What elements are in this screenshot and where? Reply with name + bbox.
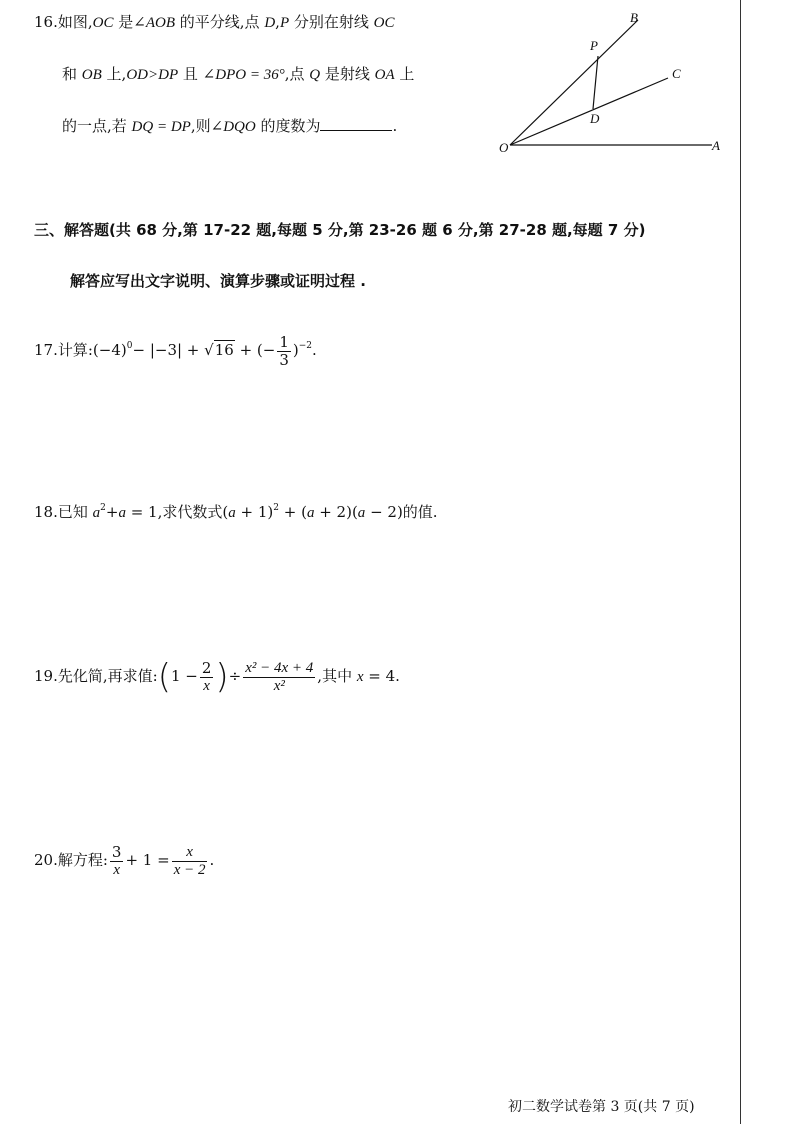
ray-OC — [510, 78, 668, 145]
q18-number: 18. — [34, 503, 58, 521]
geometry-figure — [490, 8, 730, 158]
ray-OB — [510, 20, 638, 145]
fraction: $\frac{1}{3}$ — [279, 332, 289, 369]
q17: 17.计算$:(-4)^0- |-3| + √16$ + (− $\frac{1}{3}$ )$^{-2}$. — [34, 332, 317, 369]
label-B: B — [630, 10, 638, 25]
fraction: $\frac{x}{x - 2}$ — [173, 843, 206, 878]
label-C: C — [672, 66, 681, 81]
q20-number: 20. — [34, 851, 58, 869]
margin-line — [740, 0, 741, 1124]
q19-number: 19. — [34, 667, 58, 685]
label-A: A — [712, 138, 720, 153]
q17-number: 17. — [34, 341, 58, 359]
q19: 19.先化简,再求值:(1 − $\frac{2}{x}$ )÷ $\frac{\text{x² − 4x + 4}}{\text{x²}}$ ,其中 x = 4. — [34, 657, 400, 697]
section-heading: 三、解答题(共 68 分,第 17-22 题,每题 5 分,第 23-26 题 6 分,第 27-28 题,每题 7 分) — [34, 221, 646, 239]
q16-line1: 16.如图,OC 是∠AOB 的平分线,点 D,P 分别在射线 OC — [34, 13, 395, 31]
sqrt-sign: √ — [204, 341, 214, 359]
section-instruction: 解答应写出文字说明、演算步骤或证明过程 . — [70, 272, 366, 290]
q16-number: 16. — [34, 13, 58, 31]
fraction: $\frac{2}{x}$ — [201, 658, 212, 694]
q16-line2: 和 OB 上,OD>DP 且 ∠DPO = 36°,点 Q 是射线 OA 上 — [62, 65, 415, 83]
q20: 20.解方程: $\frac{3}{x}$ + 1 = $\frac{x}{x - 2}$ . — [34, 842, 215, 878]
fraction: $\frac{\text{x² − 4x + 4}}{\text{x²}}$ — [245, 659, 314, 694]
page-footer: 初二数学试卷第 3 页(共 7 页) — [508, 1099, 695, 1115]
label-D: D — [590, 111, 600, 126]
answer-blank[interactable] — [320, 116, 392, 131]
label-O: O — [499, 140, 509, 155]
fraction: $\frac{3}{x}$ — [111, 842, 122, 878]
label-P: P — [590, 38, 598, 53]
q18: 18.已知 $a^2+a = 1$,求代数式$(a + 1)^2 + (a + 2)(a - 2)$的值. — [34, 503, 438, 521]
q16-line3: 的一点,若 DQ = DP,则∠DQO 的度数为 . — [62, 117, 398, 135]
